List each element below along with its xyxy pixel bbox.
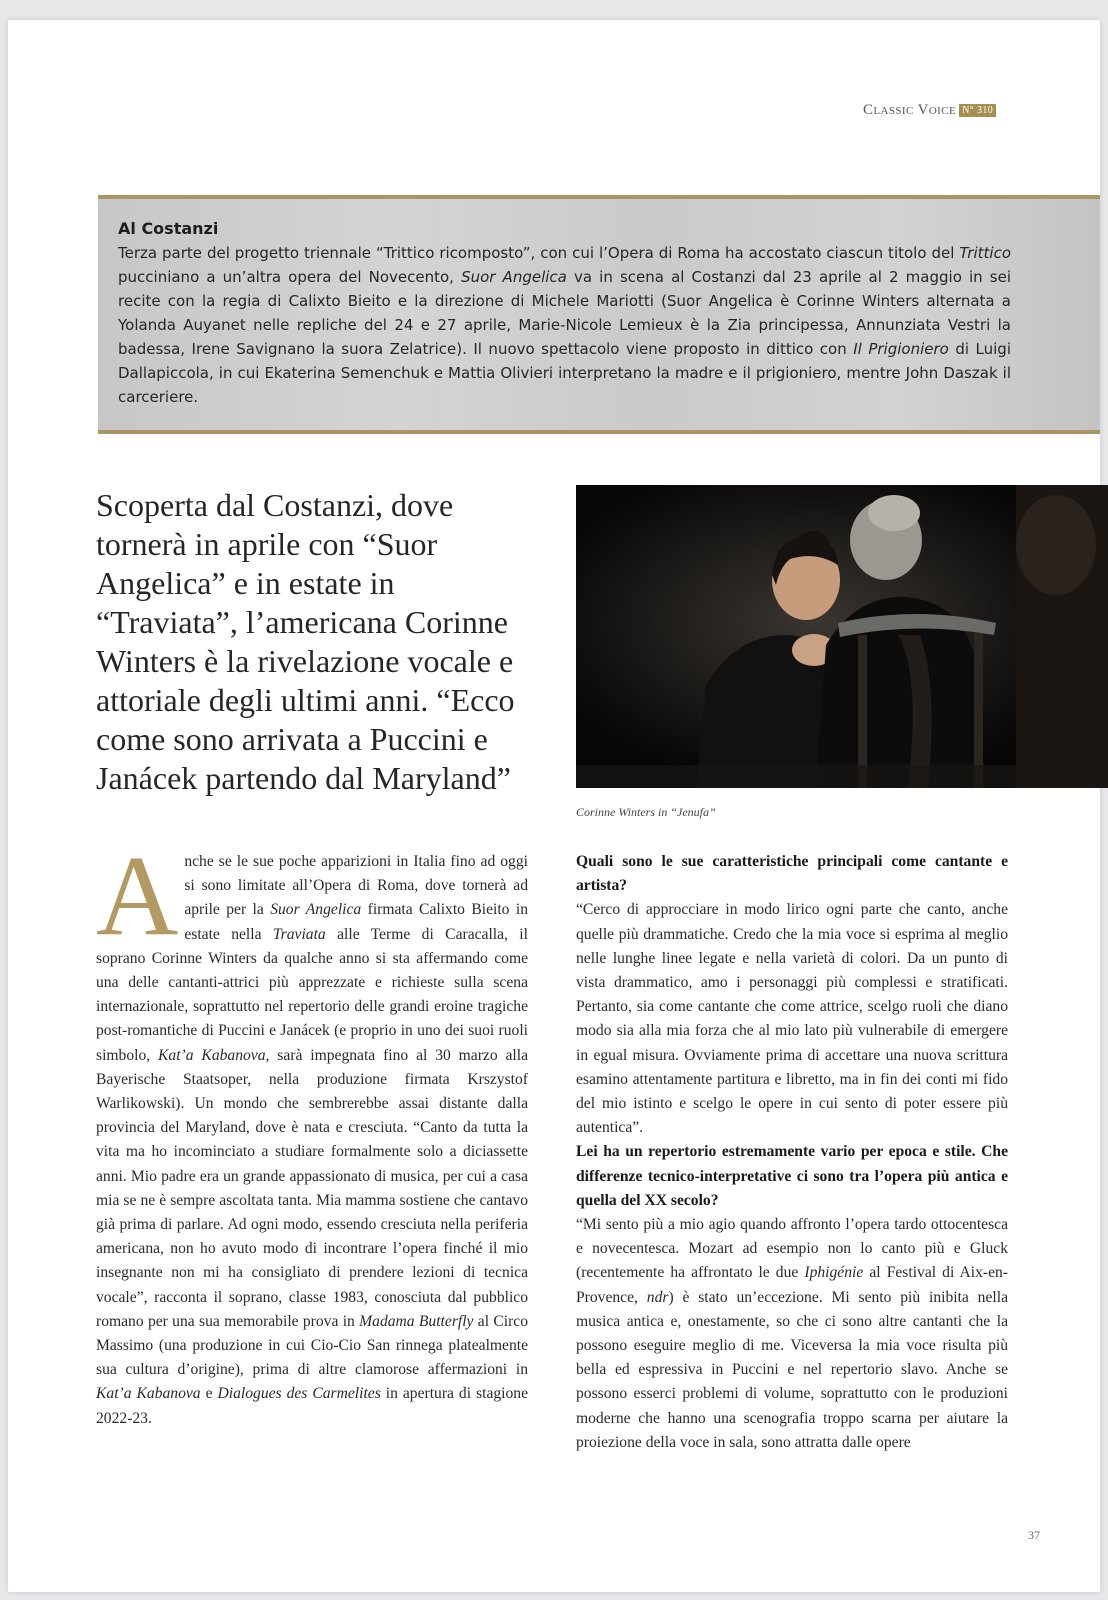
article-paragraph (96, 832, 529, 1431)
text-run: ) è stato un’eccezione. Mi sento più inibita nella musica antica e, onestamente, so che ci sono altre cantanti che la possono eseguire meglio di me. Viceversa la mia voce risulta più bella ed espressiva in Puccini e nel repertorio slavo. Anche se possono esserci problemi di volume, soprattutto con le produzioni moderne che hanno una scenografia troppo scarna per aiutare la proiezione della voce in sala, sono attratta dalle opere (576, 1288, 1008, 1451)
text-run-italic: Kat’a Kabanova (96, 1385, 201, 1403)
box-text-run: di Luigi Dallapiccola, in cui Ekaterina Semenchuk e Mattia Olivieri interpretano la madre e il prigioniero, mentre John Daszak il carceriere. (118, 340, 1011, 406)
article-column-right (576, 850, 1008, 1455)
text-run: al Festival di Aix-en-Provence, (576, 1264, 1008, 1306)
interview-question: Quali sono le sue caratteristiche principali come cantante e artista? (576, 853, 1008, 895)
text-run-italic: Madama Butterfly (359, 1312, 474, 1330)
info-box (98, 195, 1100, 434)
box-text-run-italic: Suor Angelica (461, 268, 567, 286)
text-run: e (200, 1385, 218, 1403)
box-text-run: va in scena al Costanzi dal 23 aprile al 2 maggio in sei recite con la regia di Calixto Bieito e la direzione di Michele Mariotti (Suor Angelica è Corinne Winters alternata a Yolanda Auyanet nelle repliche del 24 e 27 aprile, Marie-Nicole Lemieux è la Zia principessa, Annunziata Vestri la badessa, Irene Savignano la suora Zelatrice). Il nuovo spettacolo viene proposto in dittico con (118, 268, 1011, 358)
text-run-italic: Suor Angelica (270, 901, 362, 919)
magazine-page (8, 20, 1100, 1592)
article-column-left (96, 832, 529, 1431)
stage-photo (576, 485, 1108, 788)
text-run-italic: Traviata (272, 925, 326, 943)
text-run: nche se le sue poche apparizioni in Italia fino ad oggi si sono limitate all’Opera di Roma, dove tornerà ad aprile per la (184, 853, 528, 919)
box-text-run-italic: Trittico (959, 244, 1011, 262)
text-run: , sarà impegnata fino al 30 marzo alla Bayerische Staatsoper, nella produzione firmata Krszystof Warlikowski). Un mondo che sembrerebbe assai distante dalla provincia del Maryland, dove è nata e cresciuta. “Canto da tutta la vita ma ho incominciato a studiare formalmente solo a diciassette anni. Mio padre era un grande appassionato di musica, per cui a casa mia se ne è sempre ascoltata tanta. Mia mamma sostiene che cantavo già prima di parlare. Ad ogni modo, essendo cresciuta nella periferia americana, non ho avuto modo di incontrare l’opera finché il mio insegnante non mi ha consigliato di prendere lezioni di tecnica vocale”, racconta il soprano, classe 1983, conosciuta dal pubblico romano per una sua memorabile prova in (96, 1046, 528, 1330)
box-text-run-italic: Il Prigioniero (853, 340, 949, 358)
text-run-italic: ndr (646, 1288, 669, 1306)
text-run: alle Terme di Caracalla, il soprano Corinne Winters da qualche anno si sta affermando come una delle cantanti-attrici più apprezzate e richieste sulla scena internazionale, soprattutto nel repertorio delle grandi eroine tragiche post-romantiche di Puccini e Janácek (e proprio in uno dei suoi ruoli simbolo, (96, 925, 528, 1064)
text-run: in apertura di stagione 2022-23. (96, 1385, 529, 1427)
text-run: firmata Calixto Bieito in estate nella (184, 901, 529, 943)
info-box-text (118, 241, 1011, 409)
interview-question: Lei ha un repertorio estremamente vario per epoca e stile. Che differenze tecnico-interpretative ci sono tra l’opera più antica e quella del XX secolo? (576, 1143, 1008, 1209)
interview-answer: “Cerco di approcciare in modo lirico ogni parte che canto, anche quelle più drammatiche. Credo che la mia voce si esprima al meglio nelle lunghe linee legate e nella varietà di colori. Da un punto di vista drammatico, amo i personaggi più complessi e stratificati. Pertanto, sia come cantante che come attrice, scelgo ruoli che diano modo sia alla mia forza che al mio lato più vulnerabile di emergere in egual misura. Ovviamente prima di accettare una nuova scrittura esamino attentamente partitura e libretto, ma in fin dei conti mi fido del mio istinto e scelgo le opere in cui sento di poter essere più autentica”. (576, 901, 1008, 1137)
photo-caption: Corinne Winters in “Jenufa” (576, 805, 716, 819)
box-text-run: pucciniano a un’altra opera del Novecento, (118, 268, 462, 286)
text-run: al Circo Massimo (una produzione in cui Cio-Cio San rinnega platealmente sua cultura d’origine), prima di altre clamorose affermazioni in (96, 1312, 529, 1379)
box-text-run: Terza parte del progetto triennale “Trittico ricomposto”, con cui l’Opera di Roma ha accostato ciascun titolo del (118, 244, 960, 262)
article-headline: Scoperta dal Costanzi, dove tornerà in aprile con “Suor Angelica” e in estate in “Traviata”, l’americana Corinne Winters è la rivelazione vocale e attoriale degli ultimi anni. “Ecco come sono arrivata a Puccini e Janácek partendo dal Maryland” (96, 487, 515, 796)
page-number: 37 (1028, 1528, 1040, 1542)
text-run-italic: Kat’a Kabanova (158, 1046, 266, 1064)
info-box-title: Al Costanzi (118, 219, 219, 238)
text-run: “Mi sento più a mio agio quando affronto l’opera tardo ottocentesca e novecentesca. Mozart ad esempio non lo canto più e Gluck (recentemente ha affrontato le due (576, 1216, 1008, 1282)
text-run-italic: Dialogues des Carmelites (217, 1385, 381, 1403)
masthead (863, 102, 1031, 122)
issue-badge: N° 310 (959, 104, 996, 117)
magazine-brand: Classic Voice (863, 102, 957, 118)
text-run-italic: Iphigénie (804, 1264, 864, 1282)
interview-answer (576, 1213, 1008, 1455)
drop-cap: A (96, 832, 179, 959)
